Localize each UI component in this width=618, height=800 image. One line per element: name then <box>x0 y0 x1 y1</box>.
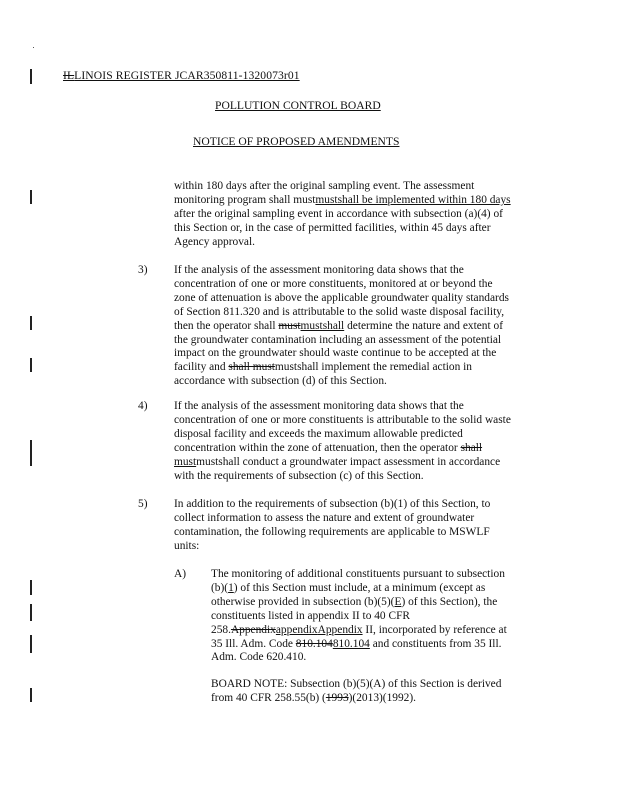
scan-speck <box>33 47 34 48</box>
change-bar <box>30 69 32 84</box>
change-bar <box>30 688 32 702</box>
subitem-letter: A) <box>174 568 187 580</box>
item-3-paragraph: If the analysis of the assessment monitoring data shows that the concentration of one or more constituents, monitored at or beyond the zone of attenuation is above the applicable groundwater quality standards of Section 811.320 and is attributable to the solid waste disposal facility, then the operator shall mustmustshall determine the nature and extent of the groundwater contamination including an assessment of the potential impact on the groundwater should waste continue to be accepted at the facility and shall mustmustshall implement the remedial action in accordance with subsection (d) of this Section. <box>174 264 509 388</box>
register-header: ILLINOIS REGISTER JCAR350811-1320073r01 <box>63 69 300 82</box>
notice-header: NOTICE OF PROPOSED AMENDMENTS <box>193 135 400 148</box>
change-bar <box>30 604 32 621</box>
item-number: 3) <box>138 264 148 276</box>
change-bar <box>30 440 32 466</box>
change-bar <box>30 580 32 595</box>
board-note: BOARD NOTE: Subsection (b)(5)(A) of this Section is derived from 40 CFR 258.55(b) (1993)(2013)(1992). <box>211 678 502 704</box>
item-4-paragraph: If the analysis of the assessment monitoring data shows that the concentration of one or more constituents is attributable to the solid waste disposal facility and exceeds the maximum allowable predicted concentration within the zone of attenuation, then the operator shall mustmustshall conduct a groundwater impact assessment in accordance with the requirements of subsection (c) of this Section. <box>174 400 511 482</box>
change-bar <box>30 635 32 653</box>
item-number: 5) <box>138 498 148 510</box>
change-bar <box>30 358 32 372</box>
continuation-paragraph: within 180 days after the original sampling event. The assessment monitoring program shall mustmustshall be implemented within 180 days after the original sampling event in accordance with subsection (a)(4) of this Section or, in the case of permitted facilities, within 45 days after Agency approval. <box>174 180 511 248</box>
change-bar <box>30 190 32 204</box>
item-5-paragraph: In addition to the requirements of subsection (b)(1) of this Section, to collect information to assess the nature and extent of groundwater contamination, the following requirements are applicable to MSWLF units: <box>174 498 491 552</box>
change-bar <box>30 316 32 330</box>
item-number: 4) <box>138 400 148 412</box>
board-note-label: BOARD NOTE: <box>211 678 288 690</box>
board-header: POLLUTION CONTROL BOARD <box>215 99 381 112</box>
subitem-a-paragraph: The monitoring of additional constituents pursuant to subsection (b)(1) of this Section must include, at a minimum (except as otherwise provided in subsection (b)(5)(E) of this Section), the constituents listed in appendix II to 40 CFR 258.AppendixappendixAppendix II, incorporated by reference at 35 Ill. Adm. Code 810.104810.104 and constituents from 35 Ill. Adm. Code 620.410. <box>211 568 507 664</box>
